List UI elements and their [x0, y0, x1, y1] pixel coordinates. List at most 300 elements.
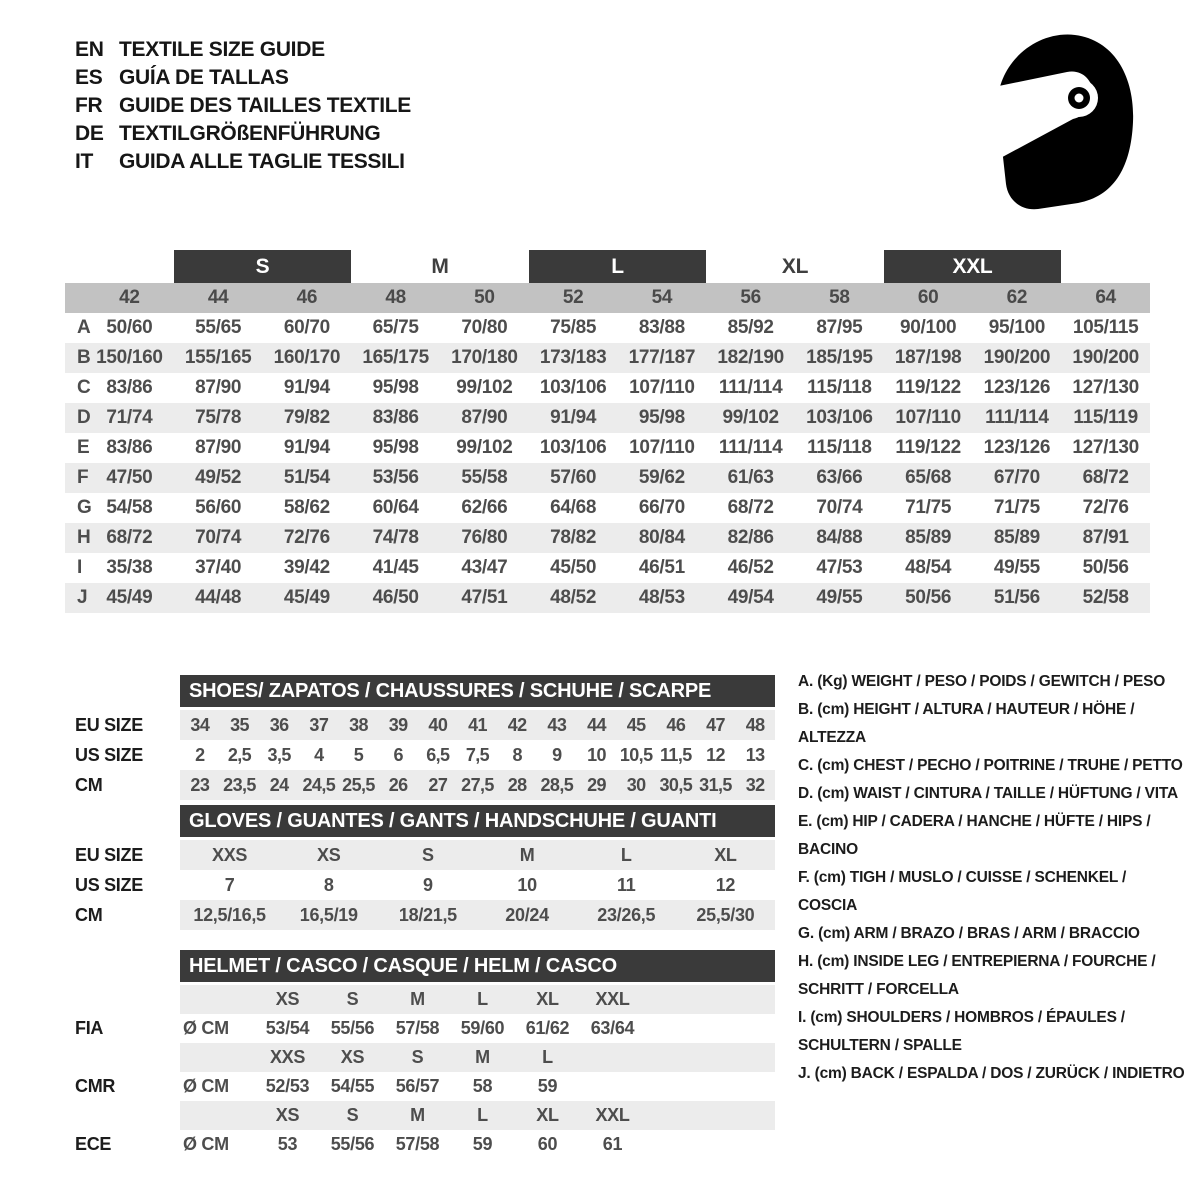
cell: 111/114 [718, 377, 783, 398]
cell: 103/106 [539, 437, 607, 458]
cell: 60/64 [372, 497, 419, 518]
cell: 32 [745, 774, 765, 795]
cell: 103/106 [806, 407, 873, 428]
helmet-value-row [75, 1130, 775, 1159]
cell: 55/56 [330, 1018, 375, 1038]
size-number: 54 [651, 287, 673, 308]
cell: 23/26,5 [597, 904, 656, 925]
shoes-section-title: SHOES/ ZAPATOS / CHAUSSURES / SCHUHE / SCARPE [180, 675, 775, 707]
table-row [65, 313, 1150, 343]
cell: 95/98 [638, 407, 685, 428]
cell: 51/56 [993, 587, 1040, 608]
size-number: 64 [1095, 287, 1116, 308]
cell: L [542, 1047, 553, 1067]
table-row [75, 840, 775, 870]
cell [580, 1043, 645, 1072]
cell: 57/58 [395, 1018, 440, 1038]
cell: XS [275, 1105, 300, 1125]
shoes-rows [75, 710, 775, 800]
cell: 155/165 [184, 347, 252, 368]
cell: 50/56 [905, 587, 952, 608]
row-values [180, 1101, 775, 1130]
cell: 78/82 [550, 527, 597, 548]
legend-item: D. (cm) WAIST / CINTURA / TAILLE / HÜFTUNG / VITA [798, 785, 1178, 802]
unit-label: Ø CM [183, 1018, 229, 1038]
cell: 47 [706, 714, 725, 735]
cell: 5 [353, 744, 364, 765]
language-code: EN [75, 38, 104, 61]
table-row [75, 740, 775, 770]
cell: 111/114 [718, 437, 783, 458]
table-row [65, 433, 1150, 463]
cell: 60 [537, 1134, 558, 1154]
language-title: GUIDA ALLE TAGLIE TESSILI [119, 150, 405, 173]
cell: 59 [537, 1076, 558, 1096]
cell: 49/55 [993, 557, 1040, 578]
cell: 2,5 [227, 744, 252, 765]
cell: 41 [468, 714, 487, 735]
table-row [65, 403, 1150, 433]
cell: XS [275, 989, 300, 1009]
cell: 83/88 [638, 317, 685, 338]
cell: XXL [595, 1105, 630, 1125]
cell: 107/110 [895, 407, 961, 428]
language-code: DE [75, 122, 104, 145]
cell: 44 [587, 714, 606, 735]
cell: 80/84 [638, 527, 685, 548]
cell: 6,5 [426, 744, 450, 765]
cell: 150/160 [96, 347, 163, 368]
size-group-header [65, 250, 1150, 283]
row-values [180, 1043, 775, 1072]
size-label-m: M [431, 254, 449, 278]
cell: 18/21,5 [398, 904, 457, 925]
legend-item: A. (Kg) WEIGHT / PESO / POIDS / GEWITCH / PESO [798, 673, 1166, 690]
cell: 123/126 [983, 437, 1051, 458]
table-row [75, 770, 775, 800]
row-values [180, 900, 775, 930]
cell: 83/86 [106, 377, 153, 398]
cell: 40 [428, 714, 448, 735]
number-bar-spacer [65, 283, 85, 313]
cell: 56/60 [195, 497, 242, 518]
size-label-s: S [174, 250, 352, 283]
cell: 54/55 [330, 1076, 375, 1096]
size-label-xxl: XXL [884, 250, 1062, 283]
language-title: GUÍA DE TALLAS [119, 66, 289, 89]
cell: 99/102 [456, 437, 513, 458]
cell: 43 [547, 714, 567, 735]
cell: 119/122 [895, 377, 961, 398]
cell: 173/183 [539, 347, 607, 368]
cell: 28,5 [540, 774, 574, 795]
cell: 87/95 [816, 317, 863, 338]
gloves-section-title: GLOVES / GUANTES / GANTS / HANDSCHUHE / GUANTI [180, 805, 775, 837]
cell: XXL [595, 989, 630, 1009]
cell: 182/190 [717, 347, 784, 368]
cell: 12,5/16,5 [193, 904, 266, 925]
cell: 91/94 [550, 407, 597, 428]
cell: 46/50 [372, 587, 419, 608]
cell: 71/75 [993, 497, 1040, 518]
cell: 24 [269, 774, 289, 795]
legend-item: E. (cm) HIP / CADERA / HANCHE / HÜFTE / HIPS / BACINO [798, 813, 1151, 858]
cell: XL [536, 1105, 559, 1125]
row-values [180, 770, 775, 800]
cell: 27 [428, 774, 448, 795]
cell: 10 [517, 874, 537, 895]
row-values [180, 1014, 775, 1043]
cell: XL [536, 989, 559, 1009]
row-letter: G [77, 497, 92, 518]
cell: 58/62 [283, 497, 330, 518]
cell: 123/126 [983, 377, 1051, 398]
size-number: 56 [740, 287, 761, 308]
row-letter: D [77, 407, 91, 428]
cell: 105/115 [1072, 317, 1139, 338]
header-spacer [75, 950, 180, 982]
cell: 42 [507, 714, 527, 735]
cell: 39/42 [283, 557, 330, 578]
language-line [75, 92, 411, 120]
cell: 190/200 [983, 347, 1051, 368]
cell: 127/130 [1072, 377, 1139, 398]
language-code: FR [75, 94, 103, 117]
cell: 45 [626, 714, 646, 735]
cell: 48/52 [550, 587, 597, 608]
cell: 83/86 [372, 407, 419, 428]
cell [180, 1101, 255, 1130]
table-row [75, 710, 775, 740]
table-row [75, 900, 775, 930]
cell: S [411, 1047, 424, 1067]
cell: 190/200 [1072, 347, 1139, 368]
cell: 49/54 [727, 587, 774, 608]
row-letter: F [77, 467, 89, 488]
header-spacer [75, 675, 180, 707]
cell: 45/49 [283, 587, 330, 608]
cell: 24,5 [302, 774, 336, 795]
cell: S [422, 844, 434, 865]
cell: 35/38 [106, 557, 153, 578]
cell: L [477, 989, 488, 1009]
cell: 71/74 [106, 407, 153, 428]
cell: 35 [230, 714, 249, 735]
legend-item: J. (cm) BACK / ESPALDA / DOS / ZURÜCK / INDIETRO [798, 1065, 1185, 1082]
cell: 20/24 [505, 904, 549, 925]
size-number: 44 [207, 287, 229, 308]
cell: 39 [388, 714, 408, 735]
cell: 87/90 [461, 407, 508, 428]
helmet-value-row [75, 1072, 775, 1101]
row-label: CM [75, 904, 103, 925]
row-letter: I [77, 557, 82, 578]
row-label: EU SIZE [75, 714, 143, 735]
cell: M [475, 1047, 490, 1067]
cell: 34 [190, 714, 210, 735]
measurement-legend [798, 668, 1188, 1088]
cell: 68/72 [1082, 467, 1129, 488]
cell: 63/64 [590, 1018, 635, 1038]
size-number: 42 [119, 287, 140, 308]
cell: 46/51 [638, 557, 685, 578]
row-label: CMR [75, 1076, 116, 1096]
row-values [180, 740, 775, 770]
cell: L [477, 1105, 488, 1125]
table-row [65, 373, 1150, 403]
cell: 87/90 [195, 437, 242, 458]
cell: 65/75 [372, 317, 419, 338]
cell: 28 [507, 774, 527, 795]
cell: 41/45 [372, 557, 419, 578]
language-header [75, 36, 411, 176]
cell: 37/40 [195, 557, 242, 578]
cell: 8 [512, 744, 522, 765]
helmet-section [75, 950, 775, 1159]
row-label [75, 1101, 180, 1130]
cell: 27,5 [461, 774, 494, 795]
cell: 115/119 [1073, 407, 1138, 428]
cell: 53/56 [372, 467, 419, 488]
cell: 48/54 [905, 557, 952, 578]
cell: 9 [552, 744, 562, 765]
cell: 30 [626, 774, 646, 795]
unit-label: Ø CM [183, 1076, 229, 1096]
cell: 36 [269, 714, 289, 735]
cell: 13 [745, 744, 765, 765]
cell: 67/70 [993, 467, 1040, 488]
cell: 60/70 [283, 317, 330, 338]
row-label: FIA [75, 1018, 104, 1038]
cell: 52/53 [265, 1076, 310, 1096]
row-values [180, 985, 775, 1014]
size-number: 62 [1006, 287, 1028, 308]
legend-item: I. (cm) SHOULDERS / HOMBROS / ÉPAULES / SCHULTERN / SPALLE [798, 1009, 1125, 1054]
cell: 45/49 [106, 587, 153, 608]
cell: 43/47 [461, 557, 508, 578]
language-code: ES [75, 66, 103, 89]
helmet-size-row [75, 985, 775, 1014]
table-row [65, 463, 1150, 493]
cell: 7 [224, 874, 235, 895]
gloves-rows [75, 840, 775, 930]
cell: 75/78 [195, 407, 242, 428]
cell: 2 [195, 744, 205, 765]
cell: 56/57 [395, 1076, 440, 1096]
cell: 10 [587, 744, 606, 765]
cell [180, 985, 255, 1014]
row-letter: J [77, 587, 88, 608]
cell: 79/82 [283, 407, 330, 428]
cell: 99/102 [722, 407, 779, 428]
cell: 26 [388, 774, 408, 795]
cell: M [410, 989, 425, 1009]
row-label: EU SIZE [75, 844, 143, 865]
cell: 29 [587, 774, 606, 795]
cell: 11,5 [660, 744, 692, 765]
helmet-icon [975, 30, 1140, 215]
cell: 95/98 [372, 377, 419, 398]
cell: 59/62 [638, 467, 685, 488]
cell: 170/180 [451, 347, 518, 368]
cell: 50/60 [106, 317, 153, 338]
cell: 52/58 [1082, 587, 1129, 608]
helmet-size-row [75, 1101, 775, 1130]
cell: 160/170 [273, 347, 341, 368]
cell: 25,5/30 [696, 904, 755, 925]
cell: 59/60 [460, 1018, 505, 1038]
row-values [180, 1130, 775, 1159]
cell: 72/76 [283, 527, 330, 548]
cell: 58 [472, 1076, 493, 1096]
size-label-xl: XL [781, 254, 809, 278]
shoes-header-row [75, 675, 775, 707]
cell: 187/198 [894, 347, 962, 368]
cell: 44/48 [195, 587, 242, 608]
cell: 87/91 [1082, 527, 1129, 548]
cell: 51/54 [283, 467, 330, 488]
cell: XXS [212, 844, 248, 865]
cell: 10,5 [619, 744, 653, 765]
cell: 70/80 [461, 317, 508, 338]
cell: 7,5 [465, 744, 490, 765]
language-title: GUIDE DES TAILLES TEXTILE [119, 94, 411, 117]
cell: 99/102 [456, 377, 513, 398]
size-number: 60 [917, 287, 939, 308]
cell: 3,5 [267, 744, 291, 765]
cell: 95/98 [372, 437, 419, 458]
language-title: TEXTILGRÖßENFÜHRUNG [119, 122, 381, 145]
legend-item: F. (cm) TIGH / MUSLO / CUISSE / SCHENKEL / COSCIA [798, 869, 1127, 914]
row-label [75, 1043, 180, 1072]
cell: 165/175 [362, 347, 429, 368]
helmet-value-row [75, 1014, 775, 1043]
cell: 23,5 [223, 774, 256, 795]
cell: XS [340, 1047, 365, 1067]
gloves-header-row [75, 805, 775, 837]
cell: 90/100 [899, 317, 957, 338]
cell: XS [317, 844, 341, 865]
cell: 72/76 [1082, 497, 1129, 518]
cell: 103/106 [539, 377, 607, 398]
row-label: ECE [75, 1134, 112, 1154]
row-letter: B [77, 347, 91, 368]
gloves-section [75, 805, 775, 930]
cell: 91/94 [283, 377, 330, 398]
size-label-l: L [529, 250, 707, 283]
measurement-rows [65, 313, 1150, 613]
cell: 57/60 [550, 467, 597, 488]
cell: 53 [277, 1134, 298, 1154]
cell [180, 1043, 255, 1072]
row-letter: A [77, 317, 91, 338]
helmet-size-row [75, 1043, 775, 1072]
legend-item: B. (cm) HEIGHT / ALTURA / HAUTEUR / HÖHE / ALTEZZA [798, 701, 1135, 746]
cell: 49/52 [195, 467, 242, 488]
cell: 82/86 [727, 527, 774, 548]
size-number: 48 [385, 287, 406, 308]
cell: 59 [472, 1134, 493, 1154]
legend-item: C. (cm) CHEST / PECHO / POITRINE / TRUHE / PETTO [798, 757, 1183, 774]
cell: 55/65 [195, 317, 242, 338]
language-line [75, 120, 411, 148]
language-code: IT [75, 150, 94, 173]
size-number: 46 [296, 287, 318, 308]
cell: 85/89 [993, 527, 1040, 548]
cell: 71/75 [905, 497, 952, 518]
cell: XXS [269, 1047, 306, 1067]
cell: 53/54 [265, 1018, 310, 1038]
cell: 65/68 [905, 467, 952, 488]
unit-label: Ø CM [183, 1134, 229, 1154]
cell: 47/50 [106, 467, 153, 488]
row-values [180, 840, 775, 870]
size-number: 52 [562, 287, 584, 308]
cell: 87/90 [195, 377, 242, 398]
cell: XL [714, 844, 737, 865]
header-spacer [75, 805, 180, 837]
cell: 55/56 [330, 1134, 375, 1154]
cell: 68/72 [106, 527, 153, 548]
cell: 64/68 [550, 497, 597, 518]
textile-size-table [65, 250, 1150, 613]
row-label: CM [75, 774, 103, 795]
cell: 85/89 [905, 527, 952, 548]
cell: 31,5 [699, 774, 732, 795]
cell: 37 [309, 714, 329, 735]
row-label: US SIZE [75, 874, 143, 895]
cell: 84/88 [816, 527, 863, 548]
cell: 47/51 [461, 587, 508, 608]
row-letter: E [77, 437, 90, 458]
cell: 63/66 [816, 467, 863, 488]
cell: 48 [745, 714, 765, 735]
size-number-bar [65, 283, 1150, 313]
cell: 76/80 [461, 527, 508, 548]
cell: 85/92 [727, 317, 774, 338]
cell: 4 [314, 744, 324, 765]
cell: 11 [617, 874, 636, 895]
cell: 54/58 [106, 497, 153, 518]
language-line [75, 36, 411, 64]
size-number: 50 [474, 287, 495, 308]
cell: 74/78 [372, 527, 419, 548]
cell: S [346, 989, 359, 1009]
cell: 30,5 [659, 774, 693, 795]
legend-item: G. (cm) ARM / BRAZO / BRAS / ARM / BRACCIO [798, 925, 1140, 942]
cell: 107/110 [629, 437, 695, 458]
row-values [180, 870, 775, 900]
cell: 16,5/19 [299, 904, 358, 925]
cell: 177/187 [628, 347, 696, 368]
row-label: US SIZE [75, 744, 143, 765]
language-title: TEXTILE SIZE GUIDE [119, 38, 325, 61]
cell: 55/58 [461, 467, 508, 488]
cell: 111/114 [985, 407, 1049, 428]
cell: 38 [349, 714, 368, 735]
cell: 61/62 [525, 1018, 570, 1038]
row-letter: C [77, 377, 91, 398]
legend-item: H. (cm) INSIDE LEG / ENTREPIERNA / FOURCHE / SCHRITT / FORCELLA [798, 953, 1156, 998]
cell: 9 [423, 874, 433, 895]
cell: 115/118 [807, 437, 872, 458]
cell: 95/100 [988, 317, 1046, 338]
language-line [75, 148, 411, 176]
cell: 70/74 [195, 527, 242, 548]
cell: 115/118 [807, 377, 872, 398]
cell: 127/130 [1072, 437, 1139, 458]
cell: M [410, 1105, 425, 1125]
